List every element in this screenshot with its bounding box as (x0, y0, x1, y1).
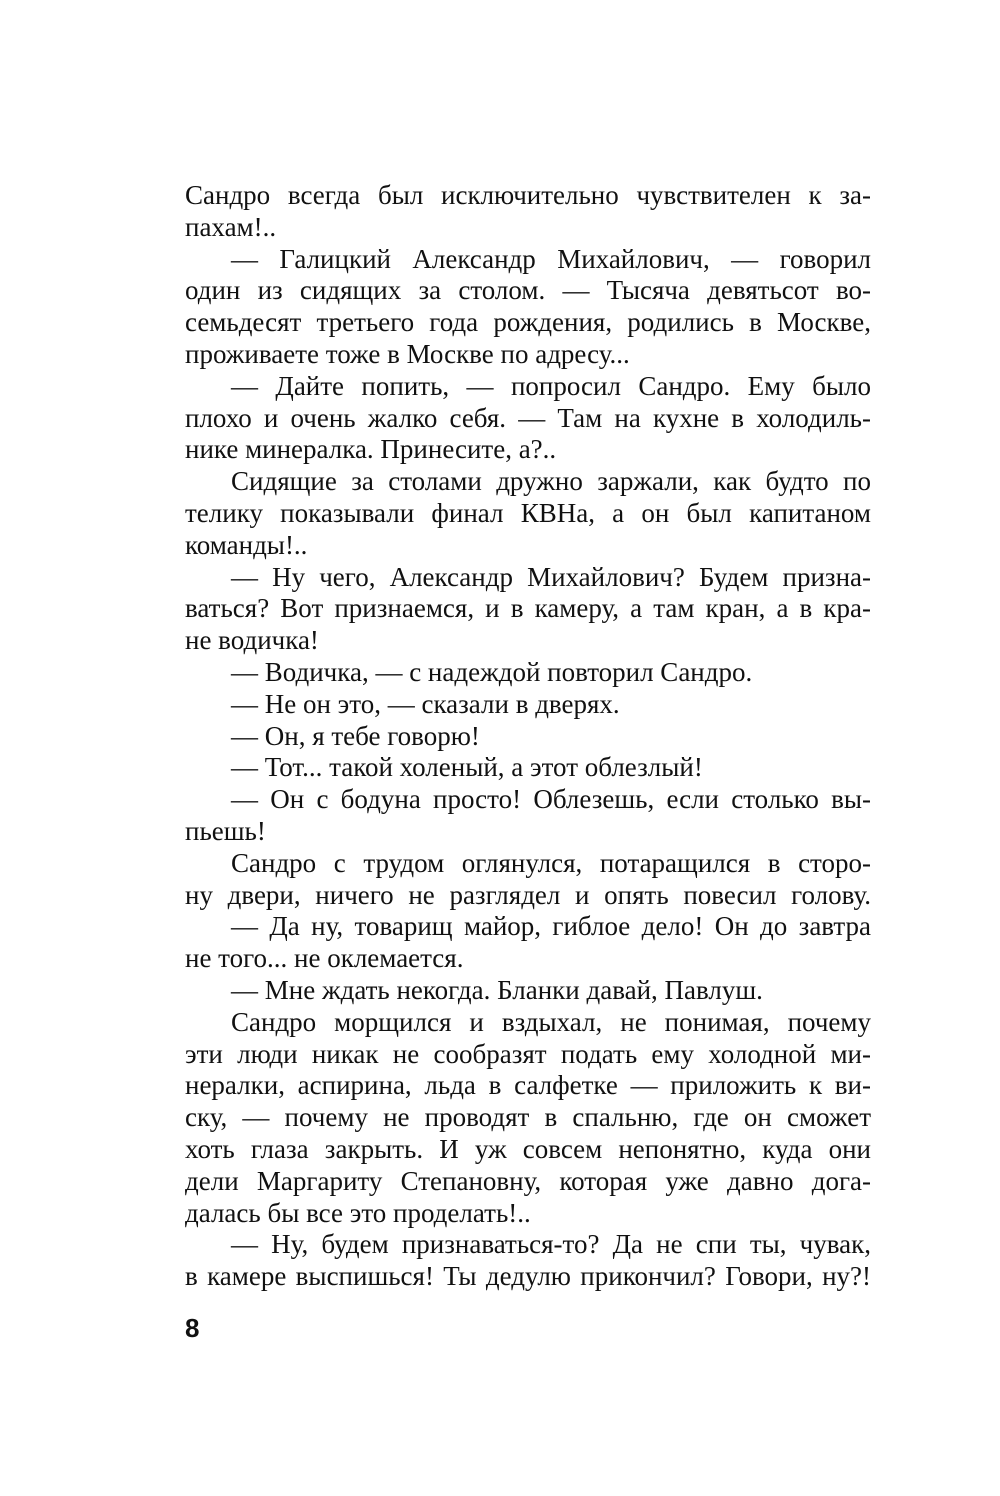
text-line: Сандро всегда был исключительно чувствителен к за- (185, 180, 871, 210)
text-line: ну двери, ничего не разглядел и опять повесил голову. (185, 879, 871, 910)
text-line: Сандро с трудом оглянулся, потаращился в сторо- (231, 847, 871, 878)
text-line: пьешь! (185, 815, 266, 846)
page-number: 8 (185, 1313, 200, 1343)
text-line: — Дайте попить, — попросил Сандро. Ему было (231, 370, 871, 401)
text-line: команды!.. (185, 529, 308, 560)
text-line: — Не он это, — сказали в дверях. (231, 688, 620, 719)
text-line: Сандро морщился и вздыхал, не понимая, почему (231, 1006, 871, 1037)
text-line: далась бы все это проделать!.. (185, 1197, 531, 1228)
text-line: — Ну, будем признаваться-то? Да не спи ты, чувак, (231, 1229, 871, 1260)
text-line: — Тот... такой холеный, а этот облезлый! (231, 752, 703, 783)
text-line: — Галицкий Александр Михайлович, — говорил (231, 243, 871, 274)
text-line: не того... не оклемается. (185, 943, 464, 974)
text-line: нералки, аспирина, льда в салфетке — приложить к ви- (185, 1070, 871, 1101)
text-line: ску, — почему не проводят в спальню, где он сможет (185, 1102, 871, 1133)
text-line: нике минералка. Принесите, а?.. (185, 434, 557, 465)
text-line: плохо и очень жалко себя. — Там на кухне в холодиль- (185, 402, 871, 433)
text-line: — Он, я тебе говорю! (231, 720, 480, 751)
text-line: Сидящие за столами дружно заржали, как будто по (231, 466, 871, 497)
text-line: семьдесят третьего года рождения, родились в Москве, (185, 307, 871, 338)
text-line: ваться? Вот признаемся, и в камеру, а там кран, а в кра- (185, 593, 871, 624)
text-line: хоть глаза закрыть. И уж совсем непонятно, куда они (185, 1133, 871, 1164)
text-line: не водичка! (185, 625, 319, 656)
text-line: — Он с бодуна просто! Облезешь, если столько вы- (231, 784, 871, 815)
text-line: — Ну чего, Александр Михайлович? Будем призна- (231, 561, 871, 592)
text-line: телику показывали финал КВНа, а он был капитаном (185, 497, 871, 528)
text-line: — Водичка, — с надеждой повторил Сандро. (231, 656, 753, 687)
text-line: дели Маргариту Степановну, которая уже давно дога- (185, 1165, 871, 1196)
body-text (185, 180, 871, 1293)
text-line: — Да ну, товарищ майор, гиблое дело! Он до завтра (231, 911, 871, 942)
text-line: — Мне ждать некогда. Бланки давай, Павлуш. (231, 974, 763, 1005)
text-line: один из сидящих за столом. — Тысяча девятьсот во- (185, 275, 871, 306)
text-line: в камере выспишься! Ты дедулю прикончил? Говори, ну?! (185, 1261, 871, 1292)
text-line: пахам!.. (185, 211, 277, 242)
text-line: эти люди никак не сообразят подать ему холодной ми- (185, 1038, 871, 1069)
text-line: проживаете тоже в Москве по адресу... (185, 338, 630, 369)
